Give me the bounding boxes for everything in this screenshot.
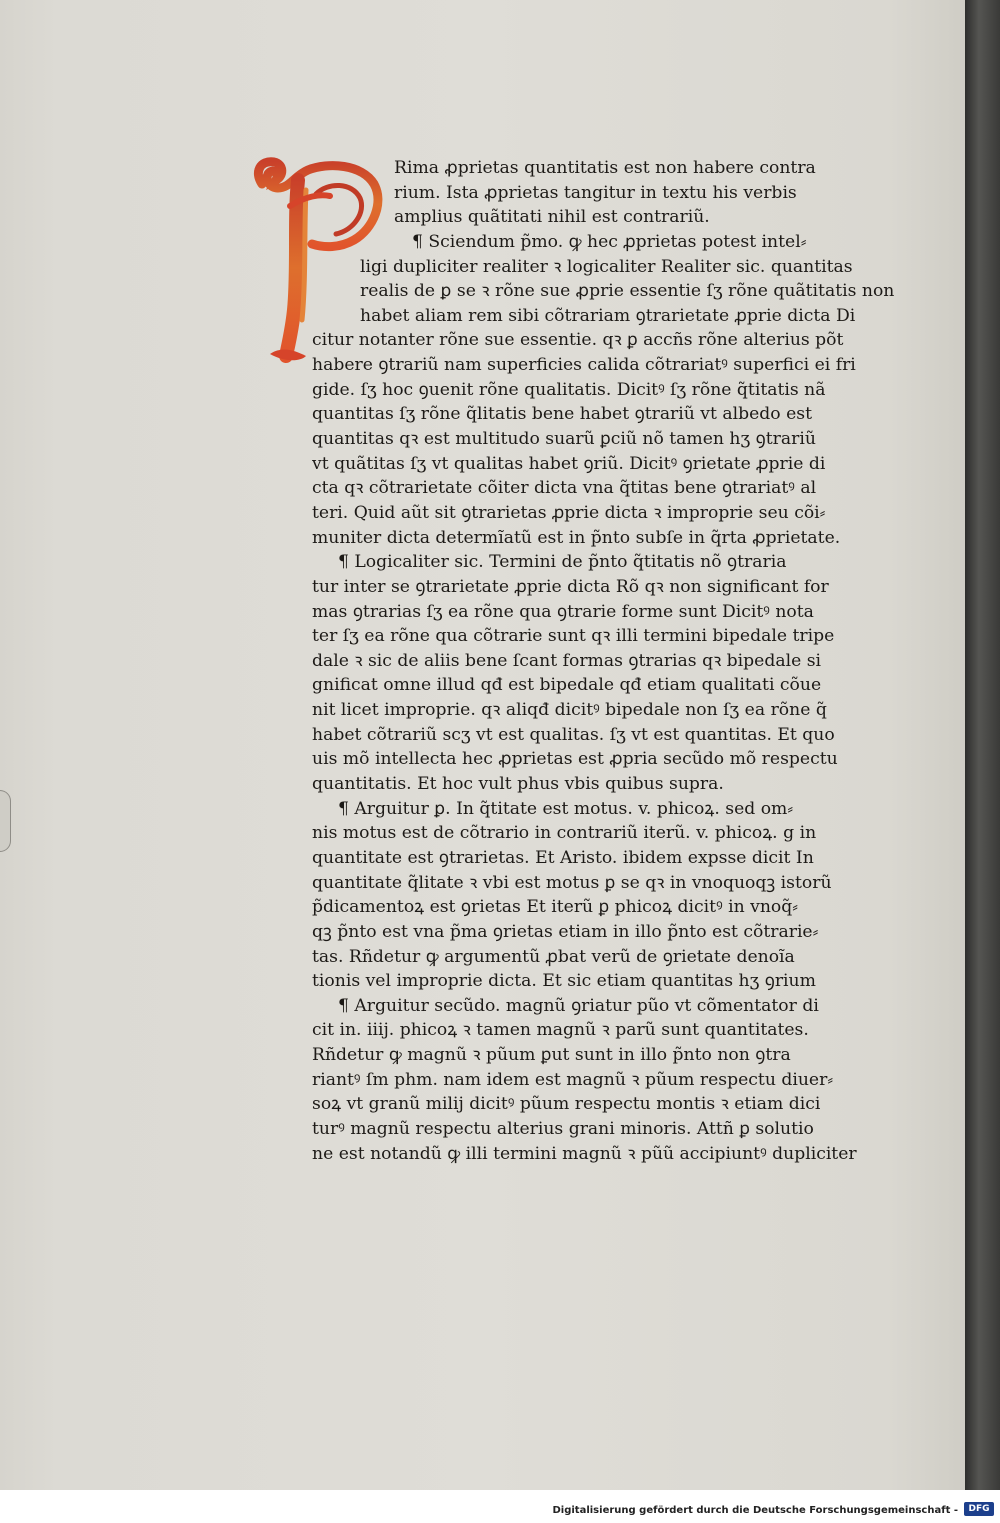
text-line: amplius quãtitati nihil est contrariũ. bbox=[394, 207, 710, 228]
text-line: soꝝ vt granũ milij dicitꝰ pũum respectu montis ꝛ etiam dici bbox=[312, 1094, 821, 1115]
text-line: rium. Ista ꝓprietas tangitur in textu his verbis bbox=[394, 182, 797, 203]
text-line: habet aliam rem sibi cõtrariam ꝯtrarietate ꝓprie dicta Di bbox=[360, 305, 856, 326]
text-line: quantitatis. Et hoc vult phus vbis quibus supra. bbox=[312, 774, 724, 795]
text-line: teri. Quid aũt sit ꝯtrarietas ꝓprie dicta ꝛ improprie seu cõi⸗ bbox=[312, 502, 826, 523]
page-tab-mark bbox=[0, 790, 11, 852]
text-line: tionis vel improprie dicta. Et sic etiam quantitas hʒ ꝯrium bbox=[312, 971, 816, 992]
text-line: realis de ꝑ se ꝛ rõne sue ꝓprie essentie ſʒ rõne quãtitatis non bbox=[360, 281, 895, 302]
footer-credit: Digitalisierung gefördert durch die Deutsche Forschungsgemeinschaft - bbox=[552, 1505, 958, 1516]
text-line: ¶ Arguitur secũdo. magnũ ꝯriatur pũo vt cõmentator di bbox=[338, 995, 819, 1016]
text-line: citur notanter rõne sue essentie. qꝛ ꝑ accñs rõne alterius põt bbox=[312, 330, 844, 351]
text-line: nit licet improprie. qꝛ aliqđ dicitꝰ bipedale non ſʒ ea rõne q̃ bbox=[312, 700, 827, 721]
text-line: habere ꝯtrariũ nam superficies calida cõtrariatꝰ superfici ei fri bbox=[312, 355, 856, 376]
text-line: muniter dicta determĩatũ est in p̃nto subſe in q̃rta ꝓprietate. bbox=[312, 527, 841, 548]
dfg-logo: DFG bbox=[964, 1502, 994, 1516]
text-line: cit in. iiij. phicoꝝ ꝛ tamen magnũ ꝛ parũ sunt quantitates. bbox=[312, 1020, 809, 1041]
text-line: quantitate q̃litate ꝛ vbi est motus ꝑ se qꝛ in vnoquoqꝫ istorũ bbox=[312, 872, 832, 893]
text-line: vt quãtitas ſʒ vt qualitas habet ꝯriũ. Dicitꝰ ꝯrietate ꝓprie di bbox=[312, 453, 826, 474]
text-line: nis motus est de cõtrario in contrariũ iterũ. v. phicoꝝ. g in bbox=[312, 823, 817, 844]
text-line: ter ſʒ ea rõne qua cõtrarie sunt qꝛ illi termini bipedale tripe bbox=[312, 626, 835, 647]
text-line: quantitas ſʒ rõne q̃litatis bene habet ꝯtrariũ vt albedo est bbox=[312, 404, 813, 425]
text-line: gide. ſʒ hoc ꝯuenit rõne qualitatis. Dicitꝰ ſʒ rõne q̃titatis nã bbox=[312, 379, 826, 400]
text-line: gnificat omne illud qđ est bipedale qđ etiam qualitati cõue bbox=[312, 675, 822, 696]
text-line: uis mõ intellecta hec ꝓprietas est ꝓpria secũdo mõ respectu bbox=[312, 749, 838, 770]
text-line: ¶ Logicaliter sic. Termini de p̃nto q̃titatis nõ ꝯtraria bbox=[338, 552, 787, 573]
text-line: ne est notandũ ꝙ illi termini magnũ ꝛ pũũ accipiuntꝰ dupliciter bbox=[312, 1143, 857, 1164]
text-line: tur inter se ꝯtrarietate ꝓprie dicta Rõ qꝛ non significant for bbox=[312, 576, 829, 597]
text-line: riantꝰ ſm phm. nam idem est magnũ ꝛ pũum respectu diuer⸗ bbox=[312, 1069, 834, 1090]
text-line: quantitate est ꝯtrarietas. Et Aristo. ibidem expsse dicit In bbox=[312, 847, 814, 868]
text-line: turꝰ magnũ respectu alterius grani minoris. Attñ ꝑ solutio bbox=[312, 1118, 814, 1139]
text-line: ligi dupliciter realiter ꝛ logicaliter Realiter sic. quantitas bbox=[360, 256, 853, 277]
text-line: Rñdetur ꝙ magnũ ꝛ pũum ꝑut sunt in illo p̃nto non ꝯtra bbox=[312, 1045, 791, 1066]
text-line: Rima ꝓprietas quantitatis est non habere contra bbox=[394, 158, 816, 178]
text-line: ¶ Arguitur ꝑ. In q̃titate est motus. v. phicoꝝ. sed om⸗ bbox=[338, 798, 794, 819]
text-line: p̃dicamentoꝝ est ꝯrietas Et iterũ ꝑ phicoꝝ dicitꝰ in vnoq̃⸗ bbox=[312, 897, 798, 918]
text-line: ¶ Sciendum p̃mo. ꝙ hec ꝓprietas potest intel⸗ bbox=[412, 231, 807, 252]
text-line: habet cõtrariũ scʒ vt est qualitas. ſʒ vt est quantitas. Et quo bbox=[312, 724, 835, 745]
text-line: cta qꝛ cõtrarietate cõiter dicta vna q̃titas bene ꝯtrariatꝰ al bbox=[312, 478, 817, 499]
scan-edge-shadow bbox=[965, 0, 1000, 1490]
text-line bbox=[312, 1166, 928, 1191]
text-line: qꝫ p̃nto est vna p̃ma ꝯrietas etiam in illo p̃nto est cõtrarie⸗ bbox=[312, 921, 819, 942]
text-line: tas. Rñdetur ꝙ argumentũ ꝓbat verũ de ꝯrietate denoĩa bbox=[312, 946, 795, 967]
text-line: dale ꝛ sic de aliis bene ſcant formas ꝯtrarias qꝛ bipedale si bbox=[312, 650, 822, 671]
text-line: mas ꝯtrarias ſʒ ea rõne qua ꝯtrarie forme sunt Dicitꝰ nota bbox=[312, 601, 814, 622]
text-block bbox=[312, 156, 928, 1191]
text-line: quantitas qꝛ est multitudo suarũ ꝑciũ nõ tamen hʒ ꝯtrariũ bbox=[312, 429, 816, 450]
